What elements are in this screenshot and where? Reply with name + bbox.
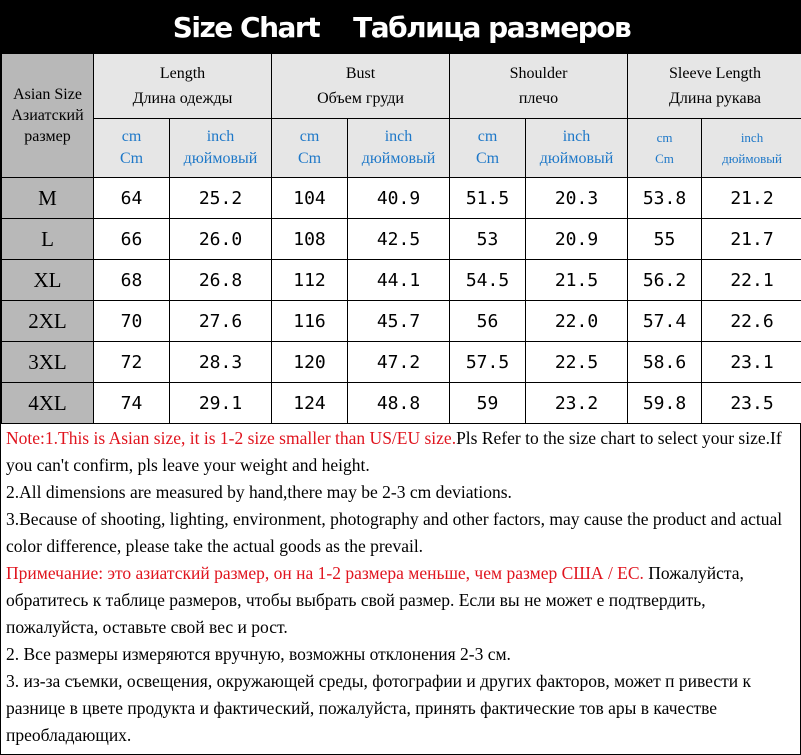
value-cell: 55	[628, 219, 702, 260]
value-cell: 47.2	[348, 342, 450, 383]
shoulder-label-ru: плечо	[518, 90, 559, 107]
value-cell: 44.1	[348, 260, 450, 301]
value-cell: 22.5	[526, 342, 628, 383]
asian-size-label-en: Asian Size	[13, 86, 82, 103]
sleeve-label-en: Sleeve Length	[669, 65, 761, 82]
value-cell: 72	[94, 342, 170, 383]
value-cell: 22.6	[702, 301, 801, 342]
asian-size-label-ru: Азиатский	[11, 107, 84, 124]
size-rows	[2, 178, 801, 424]
unit-inch-label-2: дюймовый	[361, 150, 436, 167]
size-cell: L	[2, 219, 94, 260]
value-cell: 53	[450, 219, 526, 260]
unit-inch-label: inch	[562, 128, 591, 145]
unit-cm-label-2: Cm	[475, 150, 500, 167]
bust-label-ru: Объем груди	[317, 90, 404, 107]
note-ru-1-highlight: Примечание: это азиатский размер, он на 1-2 размера меньше, чем размер США / ЕС.	[6, 563, 644, 583]
value-cell: 21.2	[702, 178, 801, 219]
unit-cm-label-2: Cm	[119, 150, 144, 167]
size-row	[2, 301, 801, 342]
unit-inch-label: inch	[384, 128, 413, 145]
value-cell: 116	[272, 301, 348, 342]
size-row	[2, 219, 801, 260]
size-cell: M	[2, 178, 94, 219]
size-row	[2, 383, 801, 424]
unit-inch-label-2: дюймовый	[539, 150, 614, 167]
note-en-3: 3.Because of shooting, lighting, environment, photography and other factors, may cause the product and actual color difference, please take the actual goods as the prevail.	[6, 509, 783, 556]
note-ru-1-text: Пожалуйста, обратитесь к таблице размеров, чтобы выбрать свой размер. Если вы не может е подтвердить, пожалуйста, оставьте свой вес и рост.	[6, 563, 744, 637]
unit-inch-header	[170, 119, 272, 178]
value-cell: 124	[272, 383, 348, 424]
bust-header	[272, 54, 450, 119]
title-english: Size Chart	[172, 10, 320, 44]
value-cell: 66	[94, 219, 170, 260]
unit-inch-label-2: дюймовый	[722, 151, 782, 166]
shoulder-label-en: Shoulder	[509, 65, 568, 82]
size-cell: XL	[2, 260, 94, 301]
value-cell: 26.8	[170, 260, 272, 301]
value-cell: 59	[450, 383, 526, 424]
value-cell: 56.2	[628, 260, 702, 301]
value-cell: 53.8	[628, 178, 702, 219]
unit-inch-header	[526, 119, 628, 178]
unit-cm-header	[450, 119, 526, 178]
value-cell: 57.4	[628, 301, 702, 342]
unit-cm-label-2: Cm	[655, 151, 674, 166]
value-cell: 20.9	[526, 219, 628, 260]
value-cell: 70	[94, 301, 170, 342]
value-cell: 64	[94, 178, 170, 219]
asian-size-header	[2, 54, 94, 178]
value-cell: 25.2	[170, 178, 272, 219]
value-cell: 57.5	[450, 342, 526, 383]
unit-inch-label: inch	[740, 130, 764, 145]
unit-inch-header	[702, 119, 801, 178]
unit-inch-label: inch	[206, 128, 235, 145]
asian-size-label-ru2: размер	[24, 128, 71, 145]
value-cell: 20.3	[526, 178, 628, 219]
value-cell: 21.7	[702, 219, 801, 260]
unit-cm-label: cm	[656, 130, 673, 145]
value-cell: 40.9	[348, 178, 450, 219]
note-en-2: 2.All dimensions are measured by hand,there may be 2-3 cm deviations.	[6, 482, 512, 502]
sleeve-length-header	[628, 54, 801, 119]
bust-label-en: Bust	[345, 65, 376, 82]
title-russian: Таблица размеров	[353, 10, 631, 44]
note-ru-2: 2. Все размеры измеряются вручную, возможны отклонения 2-3 см.	[6, 644, 511, 664]
value-cell: 42.5	[348, 219, 450, 260]
value-cell: 27.6	[170, 301, 272, 342]
value-cell: 104	[272, 178, 348, 219]
value-cell: 108	[272, 219, 348, 260]
size-cell: 4XL	[2, 383, 94, 424]
notes	[6, 425, 798, 749]
sleeve-label-ru: Длина рукава	[669, 90, 762, 107]
note-en-1-text: Pls Refer to the size chart to select your size.If you can't confirm, pls leave your weight and height.	[6, 428, 782, 475]
value-cell: 45.7	[348, 301, 450, 342]
unit-cm-label: cm	[121, 128, 142, 145]
size-row	[2, 260, 801, 301]
value-cell: 21.5	[526, 260, 628, 301]
value-cell: 22.0	[526, 301, 628, 342]
value-cell: 54.5	[450, 260, 526, 301]
value-cell: 23.1	[702, 342, 801, 383]
value-cell: 59.8	[628, 383, 702, 424]
unit-cm-header	[272, 119, 348, 178]
value-cell: 58.6	[628, 342, 702, 383]
value-cell: 23.2	[526, 383, 628, 424]
size-table	[1, 53, 801, 424]
value-cell: 28.3	[170, 342, 272, 383]
note-en-1	[6, 425, 798, 479]
unit-cm-header	[628, 119, 702, 178]
value-cell: 56	[450, 301, 526, 342]
note-ru-1	[6, 560, 798, 641]
value-cell: 51.5	[450, 178, 526, 219]
value-cell: 48.8	[348, 383, 450, 424]
size-row	[2, 178, 801, 219]
length-label-en: Length	[159, 65, 206, 82]
size-cell: 2XL	[2, 301, 94, 342]
unit-cm-label: cm	[299, 128, 320, 145]
note-ru-3: 3. из-за съемки, освещения, окружающей среды, фотографии и других факторов, может п ривести к разнице в цвете продукта и фактический, пожалуйста, принять фактические тов ары в качестве преобладающих.	[6, 671, 751, 745]
value-cell: 29.1	[170, 383, 272, 424]
size-row	[2, 342, 801, 383]
value-cell: 23.5	[702, 383, 801, 424]
value-cell: 68	[94, 260, 170, 301]
value-cell: 22.1	[702, 260, 801, 301]
value-cell: 26.0	[170, 219, 272, 260]
value-cell: 120	[272, 342, 348, 383]
note-en-1-highlight: Note:1.This is Asian size, it is 1-2 size smaller than US/EU size.	[6, 428, 457, 448]
unit-cm-header	[94, 119, 170, 178]
length-header	[94, 54, 272, 119]
size-cell: 3XL	[2, 342, 94, 383]
unit-cm-label: cm	[477, 128, 498, 145]
length-label-ru: Длина одежды	[132, 90, 233, 107]
unit-inch-header	[348, 119, 450, 178]
unit-cm-label-2: Cm	[297, 150, 322, 167]
value-cell: 112	[272, 260, 348, 301]
shoulder-header	[450, 54, 628, 119]
value-cell: 74	[94, 383, 170, 424]
unit-inch-label-2: дюймовый	[183, 150, 258, 167]
title-banner	[1, 1, 801, 53]
